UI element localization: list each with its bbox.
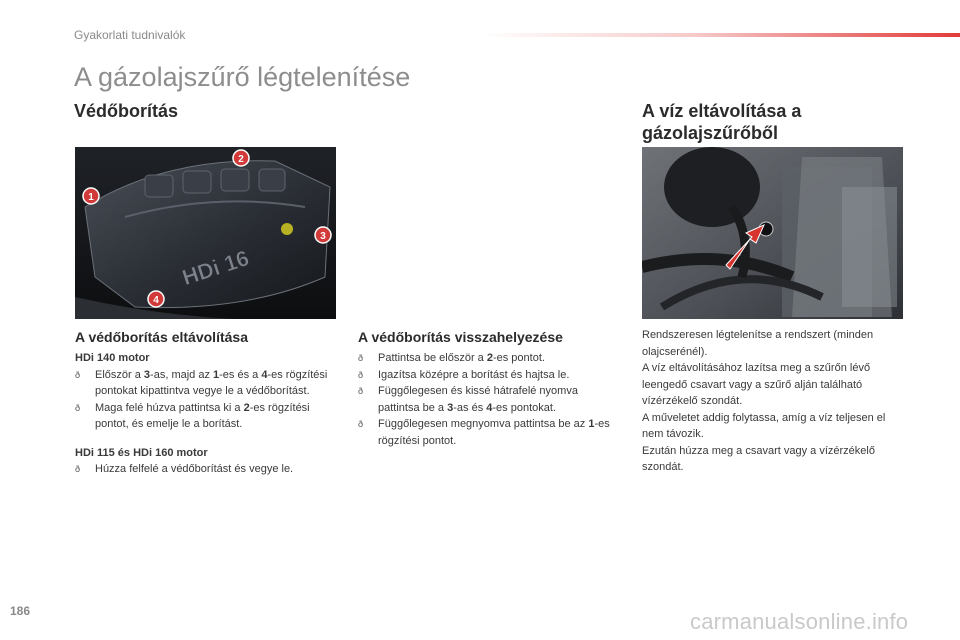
engine-logo-text: HDi 16 <box>179 245 252 291</box>
removal-heading: A védőborítás eltávolítása <box>75 329 248 345</box>
list-item: ð Pattintsa be először a 2-es pontot. <box>358 350 620 367</box>
water-paragraph: Ezután húzza meg a csavart vagy a vízérzékelő szondát. <box>642 444 875 473</box>
water-text <box>642 327 908 476</box>
engine-cover-photo <box>75 147 336 319</box>
removal-group1-title: HDi 140 motor <box>75 352 150 364</box>
list-item: ð Igazítsa középre a borítást és hajtsa le. <box>358 367 620 384</box>
refit-heading: A védőborítás visszahelyezése <box>358 329 563 345</box>
watermark: carmanualsonline.info <box>690 609 909 634</box>
water-heading-line2: gázolajszűrőből <box>642 123 779 143</box>
list-item: ð Először a 3-as, majd az 1-es és a 4-es rögzítési pontokat kipattintva vegye le a védőborítást. <box>75 367 335 400</box>
refit-list <box>358 350 620 449</box>
water-heading <box>642 100 942 144</box>
page-number: 186 <box>10 604 31 618</box>
svg-text:1: 1 <box>88 192 94 203</box>
callout-1 <box>83 188 99 204</box>
water-heading-line1: A víz eltávolítása a <box>642 101 802 121</box>
header-accent-bar <box>480 33 960 37</box>
callout-3 <box>315 227 331 243</box>
callout-2 <box>233 150 249 166</box>
list-item: ð Függőlegesen és kissé hátrafelé nyomva pattintsa be a 3-as és 4-es pontokat. <box>358 383 620 416</box>
removal-group2-list <box>75 461 335 478</box>
water-paragraph: A műveletet addig folytassa, amíg a víz teljesen el nem távozik. <box>642 411 886 440</box>
cover-heading: Védőborítás <box>74 101 179 121</box>
list-item: ð Függőlegesen megnyomva pattintsa be az 1-es rögzítési pontot. <box>358 416 620 449</box>
list-item: ð Húzza felfelé a védőborítást és vegye le. <box>75 461 335 478</box>
svg-text:3: 3 <box>320 231 326 242</box>
water-paragraph: A víz eltávolításához lazítsa meg a szűrőn lévő leengedő csavart vagy a szűrő alján található vízérzékelő szondát. <box>642 362 871 407</box>
removal-text <box>75 350 335 478</box>
removal-group2-title: HDi 115 és HDi 160 motor <box>75 446 208 459</box>
water-paragraph: Rendszeresen légtelenítse a rendszert (minden olajcserénél). <box>642 329 874 358</box>
refit-text <box>358 350 620 449</box>
list-item: ð Maga felé húzva pattintsa ki a 2-es rögzítési pontot, és emelje le a borítást. <box>75 400 335 433</box>
fuel-filter-photo <box>642 147 903 319</box>
page-title: A gázolajszűrő légtelenítése <box>74 62 411 92</box>
svg-text:2: 2 <box>238 154 244 165</box>
callout-4 <box>148 291 164 307</box>
svg-text:4: 4 <box>153 295 159 306</box>
section-label: Gyakorlati tudnivalók <box>74 28 186 42</box>
removal-group1-list <box>75 367 335 433</box>
